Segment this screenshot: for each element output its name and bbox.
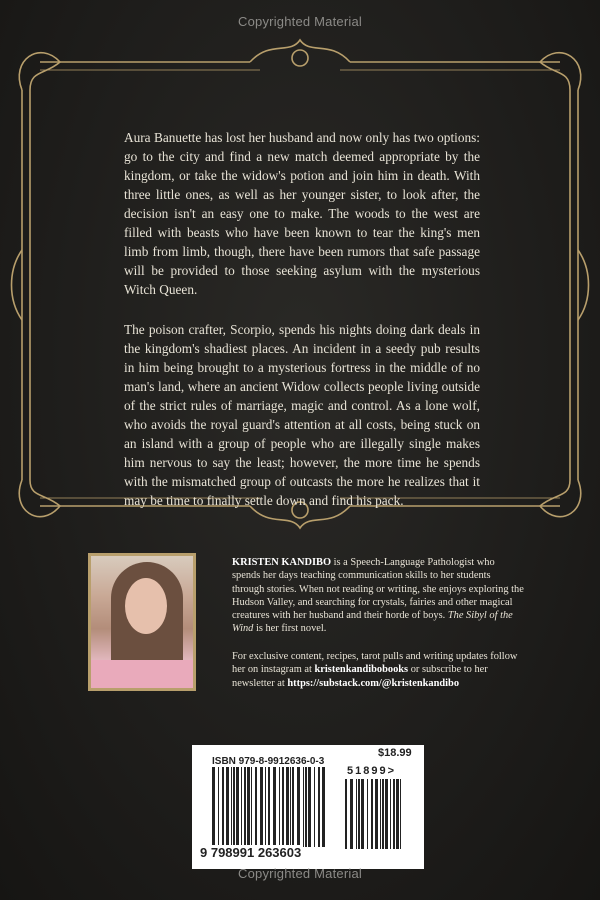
author-name: KRISTEN KANDIBO: [232, 557, 332, 568]
isbn: ISBN 979-8-9912636-0-3: [212, 756, 325, 767]
bio-text: is a Speech-Language Pathologist who spends her days teaching communication skills to her students through stories. When not reading or writing, she enjoys exploring the Hudson Valley, and searching for crystals, fairies and other magical creatures with her husband and their horde of boys.: [232, 557, 524, 622]
book-title: The Sibyl of the Wind: [232, 610, 513, 635]
barcode-bars-addon: [345, 779, 403, 849]
watermark-bottom: Copyrighted Material: [238, 866, 362, 881]
barcode-number: 9 798991 263603: [200, 845, 302, 860]
author-follow: [232, 650, 524, 690]
author-bio: [232, 556, 524, 636]
watermark-top: Copyrighted Material: [238, 14, 362, 29]
author-photo: [88, 553, 196, 691]
bio-text-end: is her first novel.: [253, 623, 327, 635]
barcode-bars-main: [212, 767, 326, 847]
price: $18.99: [378, 747, 412, 759]
follow-text: For exclusive content, recipes, tarot pulls and writing updates follow her on instagram at: [232, 651, 518, 676]
blurb-paragraph-2: The poison crafter, Scorpio, spends his nights doing dark deals in the kingdom's shadiest places. An incident in a seedy pub results in him being brought to a mysterious fortress in the middle of no man's land, where an ancient Widow collects people living outside of the strict rules of marriage, magic and control. As a lone wolf, who avoids the royal guard's attention at all costs, being stuck on an island with a group of people who are illegally single makes him nervous to say the least; however, the more time he spends with the mismatched group of outcasts the more he realizes that it may be time to finally settle down and find his pack.: [124, 322, 480, 508]
newsletter-url: https://substack.com/@kristenkandibo: [287, 677, 460, 689]
barcode: [192, 745, 424, 869]
follow-text-mid: or subscribe to her newsletter at: [232, 664, 488, 689]
price-code: 51899>: [347, 765, 397, 777]
blurb-paragraph-1: Aura Banuette has lost her husband and now only has two options: go to the city and find a new match deemed appropriate by the kingdom, or take the widow's potion and join him in death. With three little ones, as well as her younger sister, to look after, the decision isn't an easy one to make. The woods to the west are filled with beasts who have been known to tear the king's men limb from limb, though, there have been rumors that safe passage will be provided to those seeking asylum with the mysterious Witch Queen.: [124, 130, 480, 297]
instagram-handle: kristenkandibobooks: [314, 664, 409, 676]
